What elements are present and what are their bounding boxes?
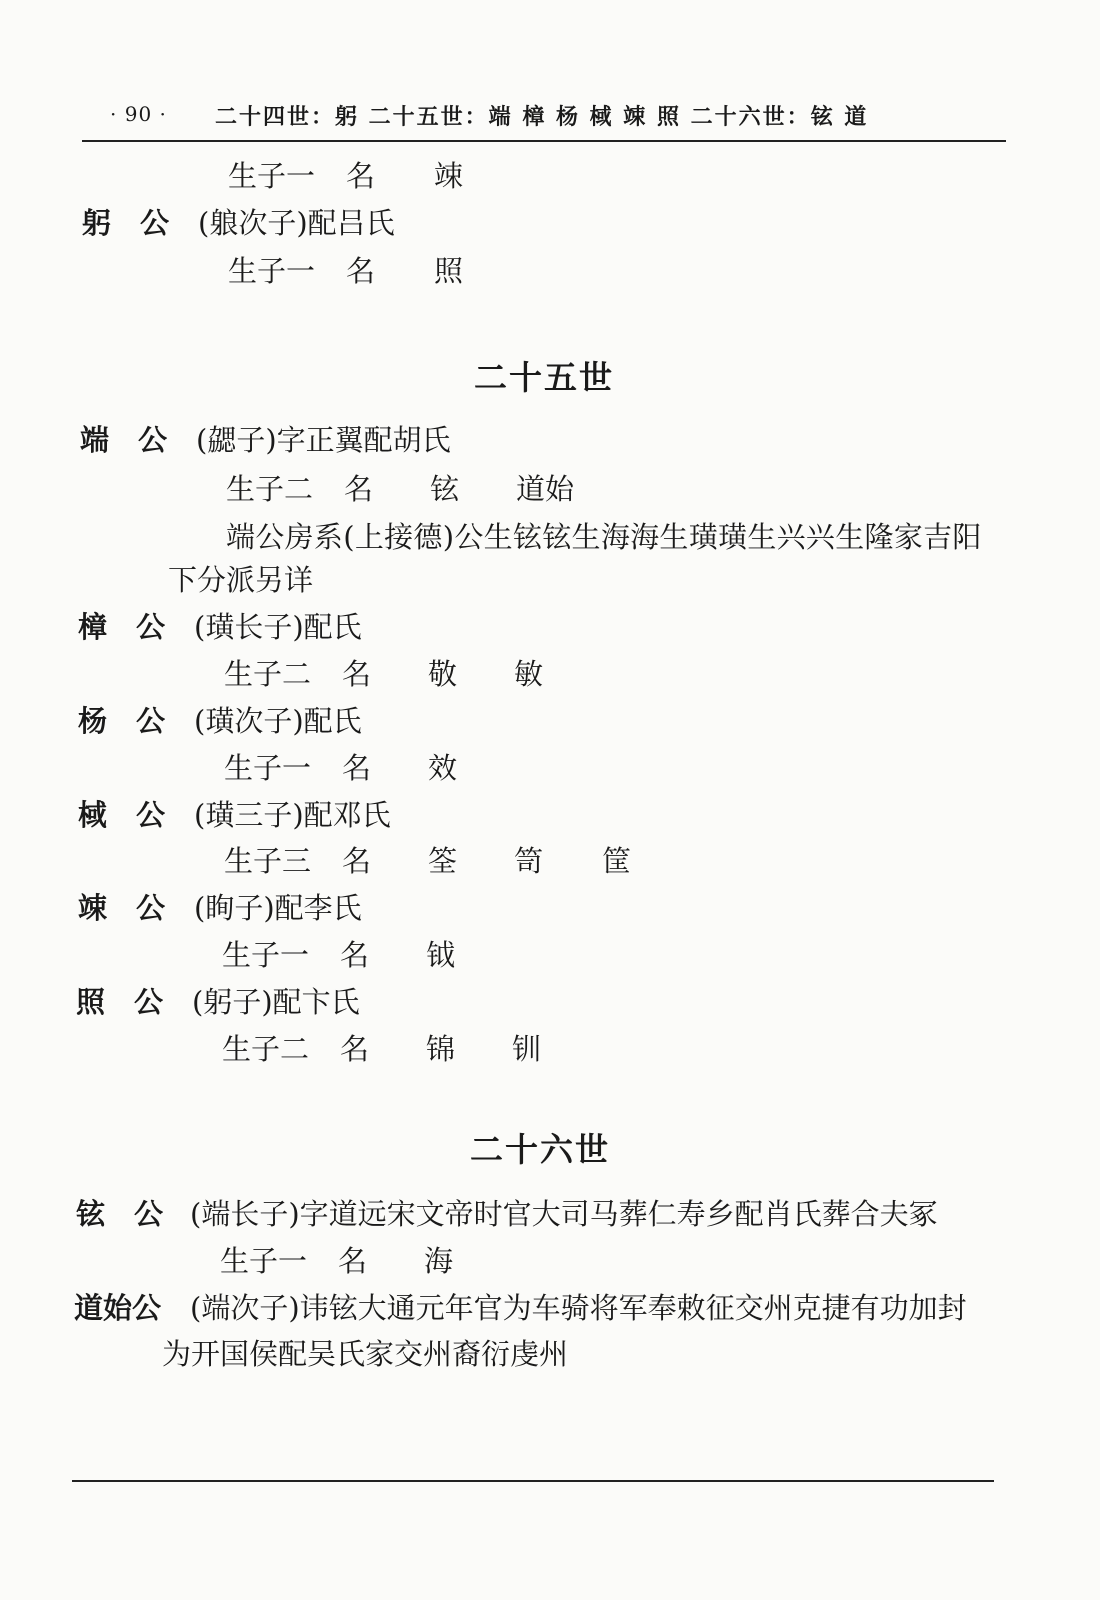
son-line-label: 名	[346, 159, 376, 193]
son-name: 照	[434, 254, 464, 288]
person-name: 棫	[78, 798, 108, 832]
son-name: 钺	[426, 938, 456, 972]
lineage-note: 端公房系(上接德)公生铉铉生海海生璜璜生兴兴生隆家吉阳	[226, 520, 982, 554]
person-honorific: 公	[138, 423, 168, 457]
son-line-a: 生子一	[228, 159, 316, 193]
son-name: 道始	[516, 472, 575, 506]
person-desc: (眴子)配李氏	[194, 891, 362, 925]
son-line-a: 生子二	[224, 657, 312, 691]
son-line-label: 名	[342, 657, 372, 691]
person-desc: (躴次子)配吕氏	[198, 206, 395, 240]
person-honorific: 公	[134, 1197, 164, 1231]
person-name: 照	[76, 985, 106, 1019]
person-honorific: 公	[134, 985, 164, 1019]
person-name: 铉	[76, 1197, 106, 1231]
son-line-label: 名	[338, 1244, 368, 1278]
son-name: 筌	[428, 844, 458, 878]
person-name: 樟	[78, 610, 108, 644]
person-honorific: 公	[136, 798, 166, 832]
running-head: 二十四世：躬 二十五世：端 樟 杨 棫 竦 照 二十六世：铉 道	[215, 104, 869, 130]
page-number: · 90 ·	[110, 102, 167, 126]
son-line-a: 生子三	[224, 844, 312, 878]
generation-heading-25: 二十五世	[474, 358, 614, 397]
person-desc-cont: 为开国侯配吴氏家交州裔衍虔州	[162, 1337, 569, 1371]
son-line-label: 名	[342, 844, 372, 878]
person-honorific: 公	[136, 891, 166, 925]
son-line-label: 名	[346, 254, 376, 288]
person-name: 杨	[78, 704, 108, 738]
son-line-a: 生子二	[222, 1032, 310, 1066]
top-rule	[82, 140, 1006, 142]
bottom-rule	[72, 1480, 994, 1482]
person-name: 竦	[78, 891, 108, 925]
person-honorific: 公	[136, 704, 166, 738]
son-name: 竦	[434, 159, 464, 193]
son-line-a: 生子一	[220, 1244, 308, 1278]
person-desc: (端次子)讳铉大通元年官为车骑将军奉敕征交州克捷有功加封	[190, 1291, 967, 1325]
son-line-a: 生子一	[222, 938, 310, 972]
son-name: 海	[424, 1244, 454, 1278]
lineage-note-cont: 下分派另详	[168, 563, 314, 597]
person-name: 躬	[82, 206, 112, 240]
person-desc: (勰子)字正翼配胡氏	[196, 423, 451, 457]
son-name: 笥	[514, 844, 544, 878]
person-honorific: 公	[136, 610, 166, 644]
son-name: 效	[428, 751, 458, 785]
son-name: 铉	[430, 472, 460, 506]
person-desc: (璜三子)配邓氏	[194, 798, 391, 832]
son-name: 筐	[602, 844, 632, 878]
generation-heading-26: 二十六世	[470, 1130, 610, 1169]
person-desc: (璜长子)配氏	[194, 610, 362, 644]
son-line-label: 名	[344, 472, 374, 506]
son-line-a: 生子一	[224, 751, 312, 785]
person-name: 端	[80, 423, 110, 457]
son-line-a: 生子二	[226, 472, 314, 506]
person-desc: (璜次子)配氏	[194, 704, 362, 738]
son-name: 锦	[426, 1032, 456, 1066]
son-name: 敏	[514, 657, 544, 691]
son-line-a: 生子一	[228, 254, 316, 288]
son-name: 钏	[512, 1032, 542, 1066]
person-desc: (躬子)配卞氏	[192, 985, 360, 1019]
person-name: 道始公	[74, 1291, 162, 1325]
son-line-label: 名	[342, 751, 372, 785]
son-name: 敬	[428, 657, 458, 691]
son-line-label: 名	[340, 938, 370, 972]
person-honorific: 公	[140, 206, 170, 240]
person-desc: (端长子)字道远宋文帝时官大司马葬仁寿乡配肖氏葬合夫冢	[190, 1197, 938, 1231]
son-line-label: 名	[340, 1032, 370, 1066]
